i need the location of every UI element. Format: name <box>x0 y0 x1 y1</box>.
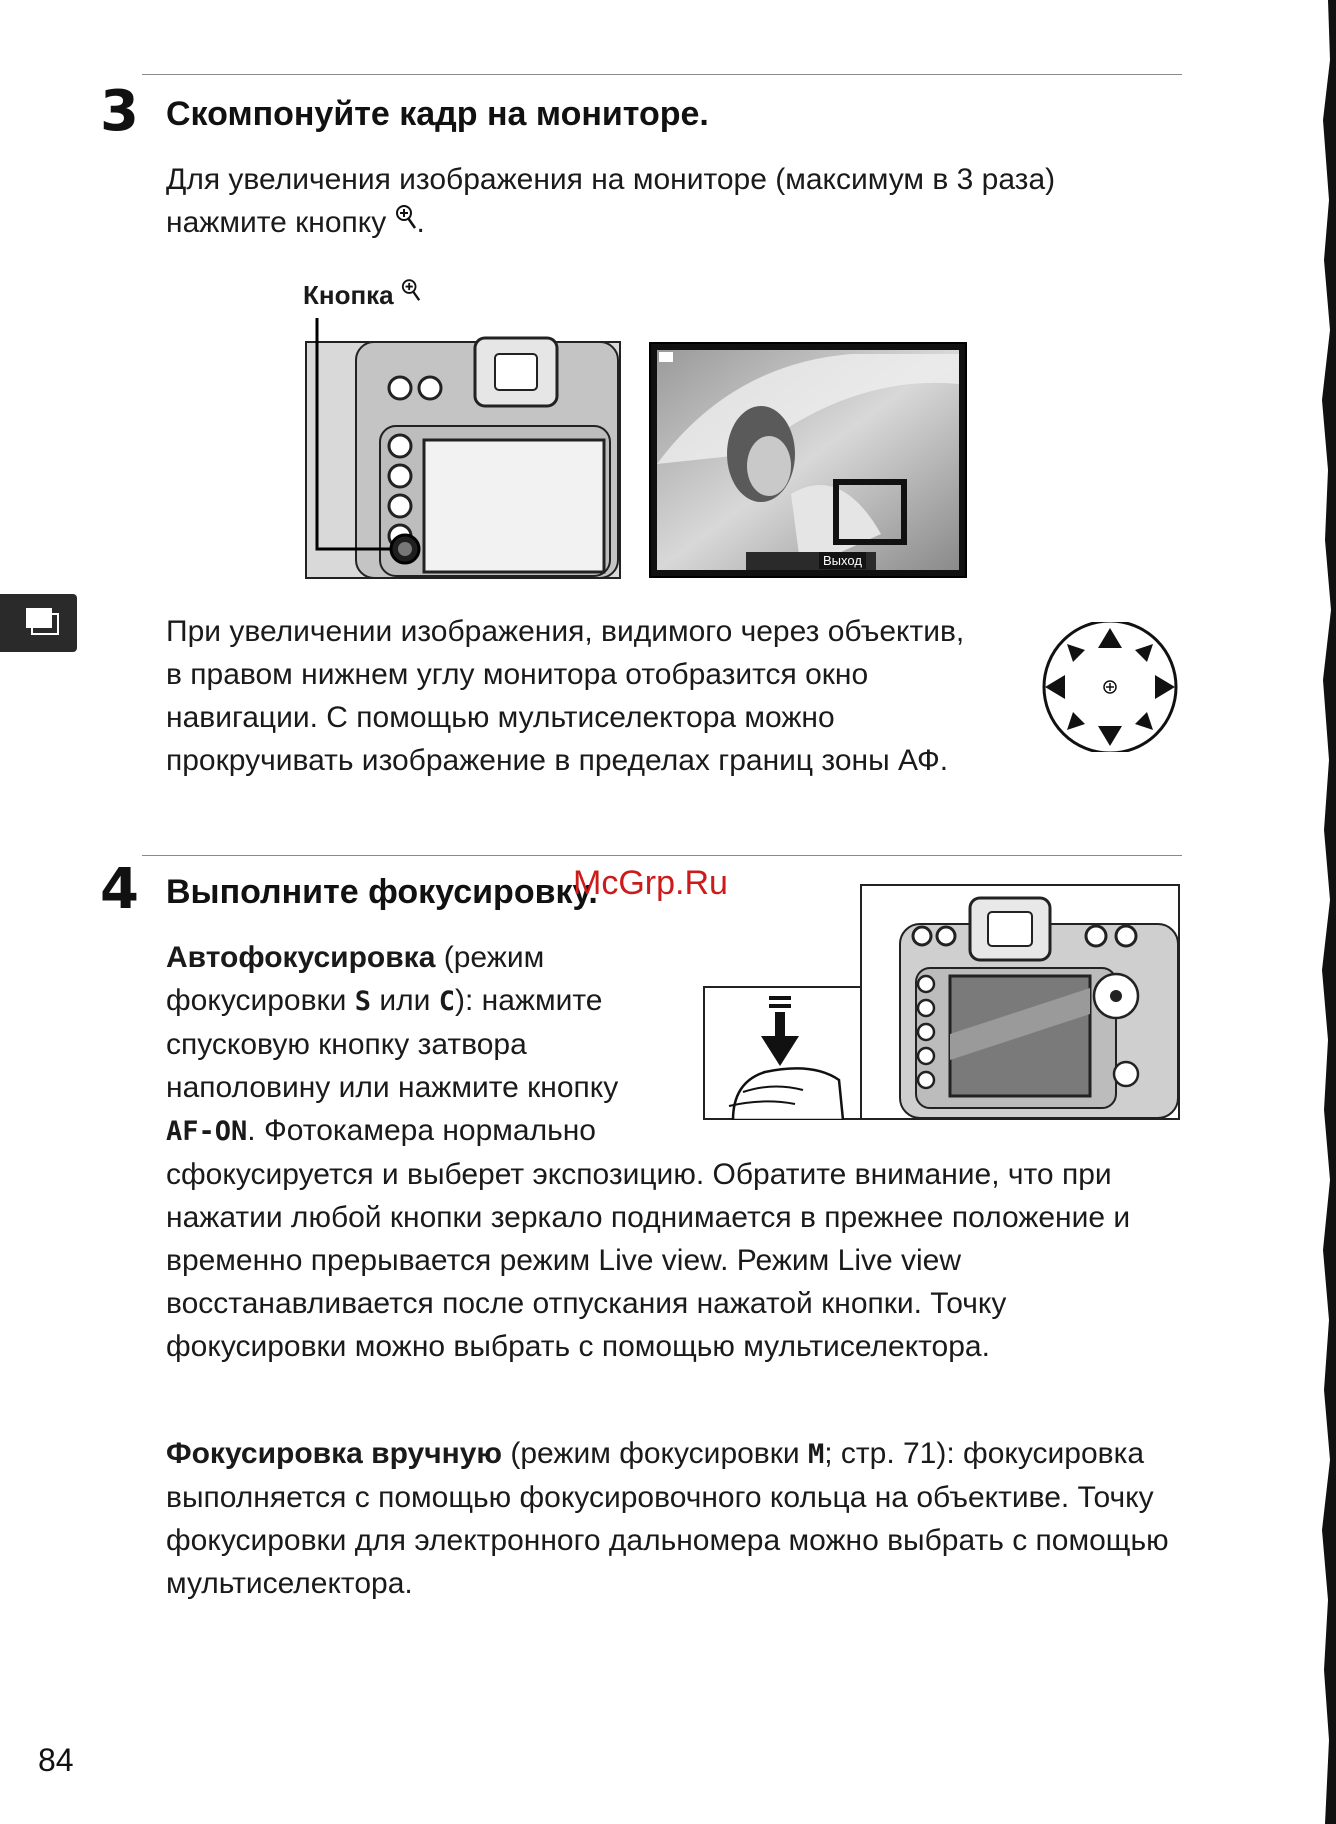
live-view-section-tab <box>0 594 77 652</box>
camera-back-illustration <box>300 318 622 580</box>
focus-mode-c: C <box>438 986 456 1017</box>
page-number: 84 <box>38 1742 74 1778</box>
watermark: McGrp.Ru <box>573 864 728 902</box>
focus-mode-s: S <box>354 986 372 1017</box>
step-4-number: 4 <box>100 857 139 922</box>
autofocus-label: Автофокусировка <box>166 941 436 974</box>
figure-caption: Кнопка <box>303 278 421 313</box>
step-3-instruction: Для увеличения изображения на мониторе (максимум в 3 раза) нажмите кнопку . <box>166 158 1126 246</box>
af-on-button-label: AF-ON <box>166 1116 248 1147</box>
torn-page-edge <box>1314 0 1336 1824</box>
multiselector-icon <box>1040 622 1180 752</box>
manual-focus-label: Фокусировка вручную <box>166 1437 503 1470</box>
step-3-title: Скомпонуйте кадр на мониторе. <box>166 95 709 133</box>
focus-mode-m: M <box>807 1439 825 1470</box>
step-3-number: 3 <box>100 79 139 144</box>
section-divider-middle <box>142 855 1182 856</box>
exit-label: Выход <box>819 552 866 569</box>
autofocus-paragraph: Автофокусировка (режим фокусировки S или C): нажмите спусковую кнопку затвора наполовину или нажмите кнопку AF-ON. Фотокамера нормально сфокусируется и выберет экспозицию. Обратите внимание, что при нажатии любой кнопки зеркало поднимается в прежнее положение и временно прерывается режим Live view. Режим Live view восстанавливается после отпускания нажатой кнопки. Точку фокусировки можно выбрать с помощью мультиселектора. <box>166 941 1131 1363</box>
manual-focus-paragraph: Фокусировка вручную (режим фокусировки M; стр. 71): фокусировка выполняется с помощью фокусировочного кольца на объективе. Точку фокусировки для электронного дальномера можно выбрать с помощью мультиселектора. <box>166 1437 1169 1600</box>
live-view-section-icon <box>0 594 77 652</box>
section-divider-top <box>142 74 1182 75</box>
zoom-in-icon <box>395 203 417 246</box>
navigation-window-text: При увеличении изображения, видимого через объектив, в правом нижнем углу монитора отобразится окно навигации. С помощью мультиселектора можно прокручивать изображение в пределах границ зоны АФ. <box>166 615 965 777</box>
zoom-in-icon <box>401 278 421 313</box>
live-view-monitor-image <box>649 342 967 578</box>
step-4-title: Выполните фокусировку. <box>166 873 598 911</box>
